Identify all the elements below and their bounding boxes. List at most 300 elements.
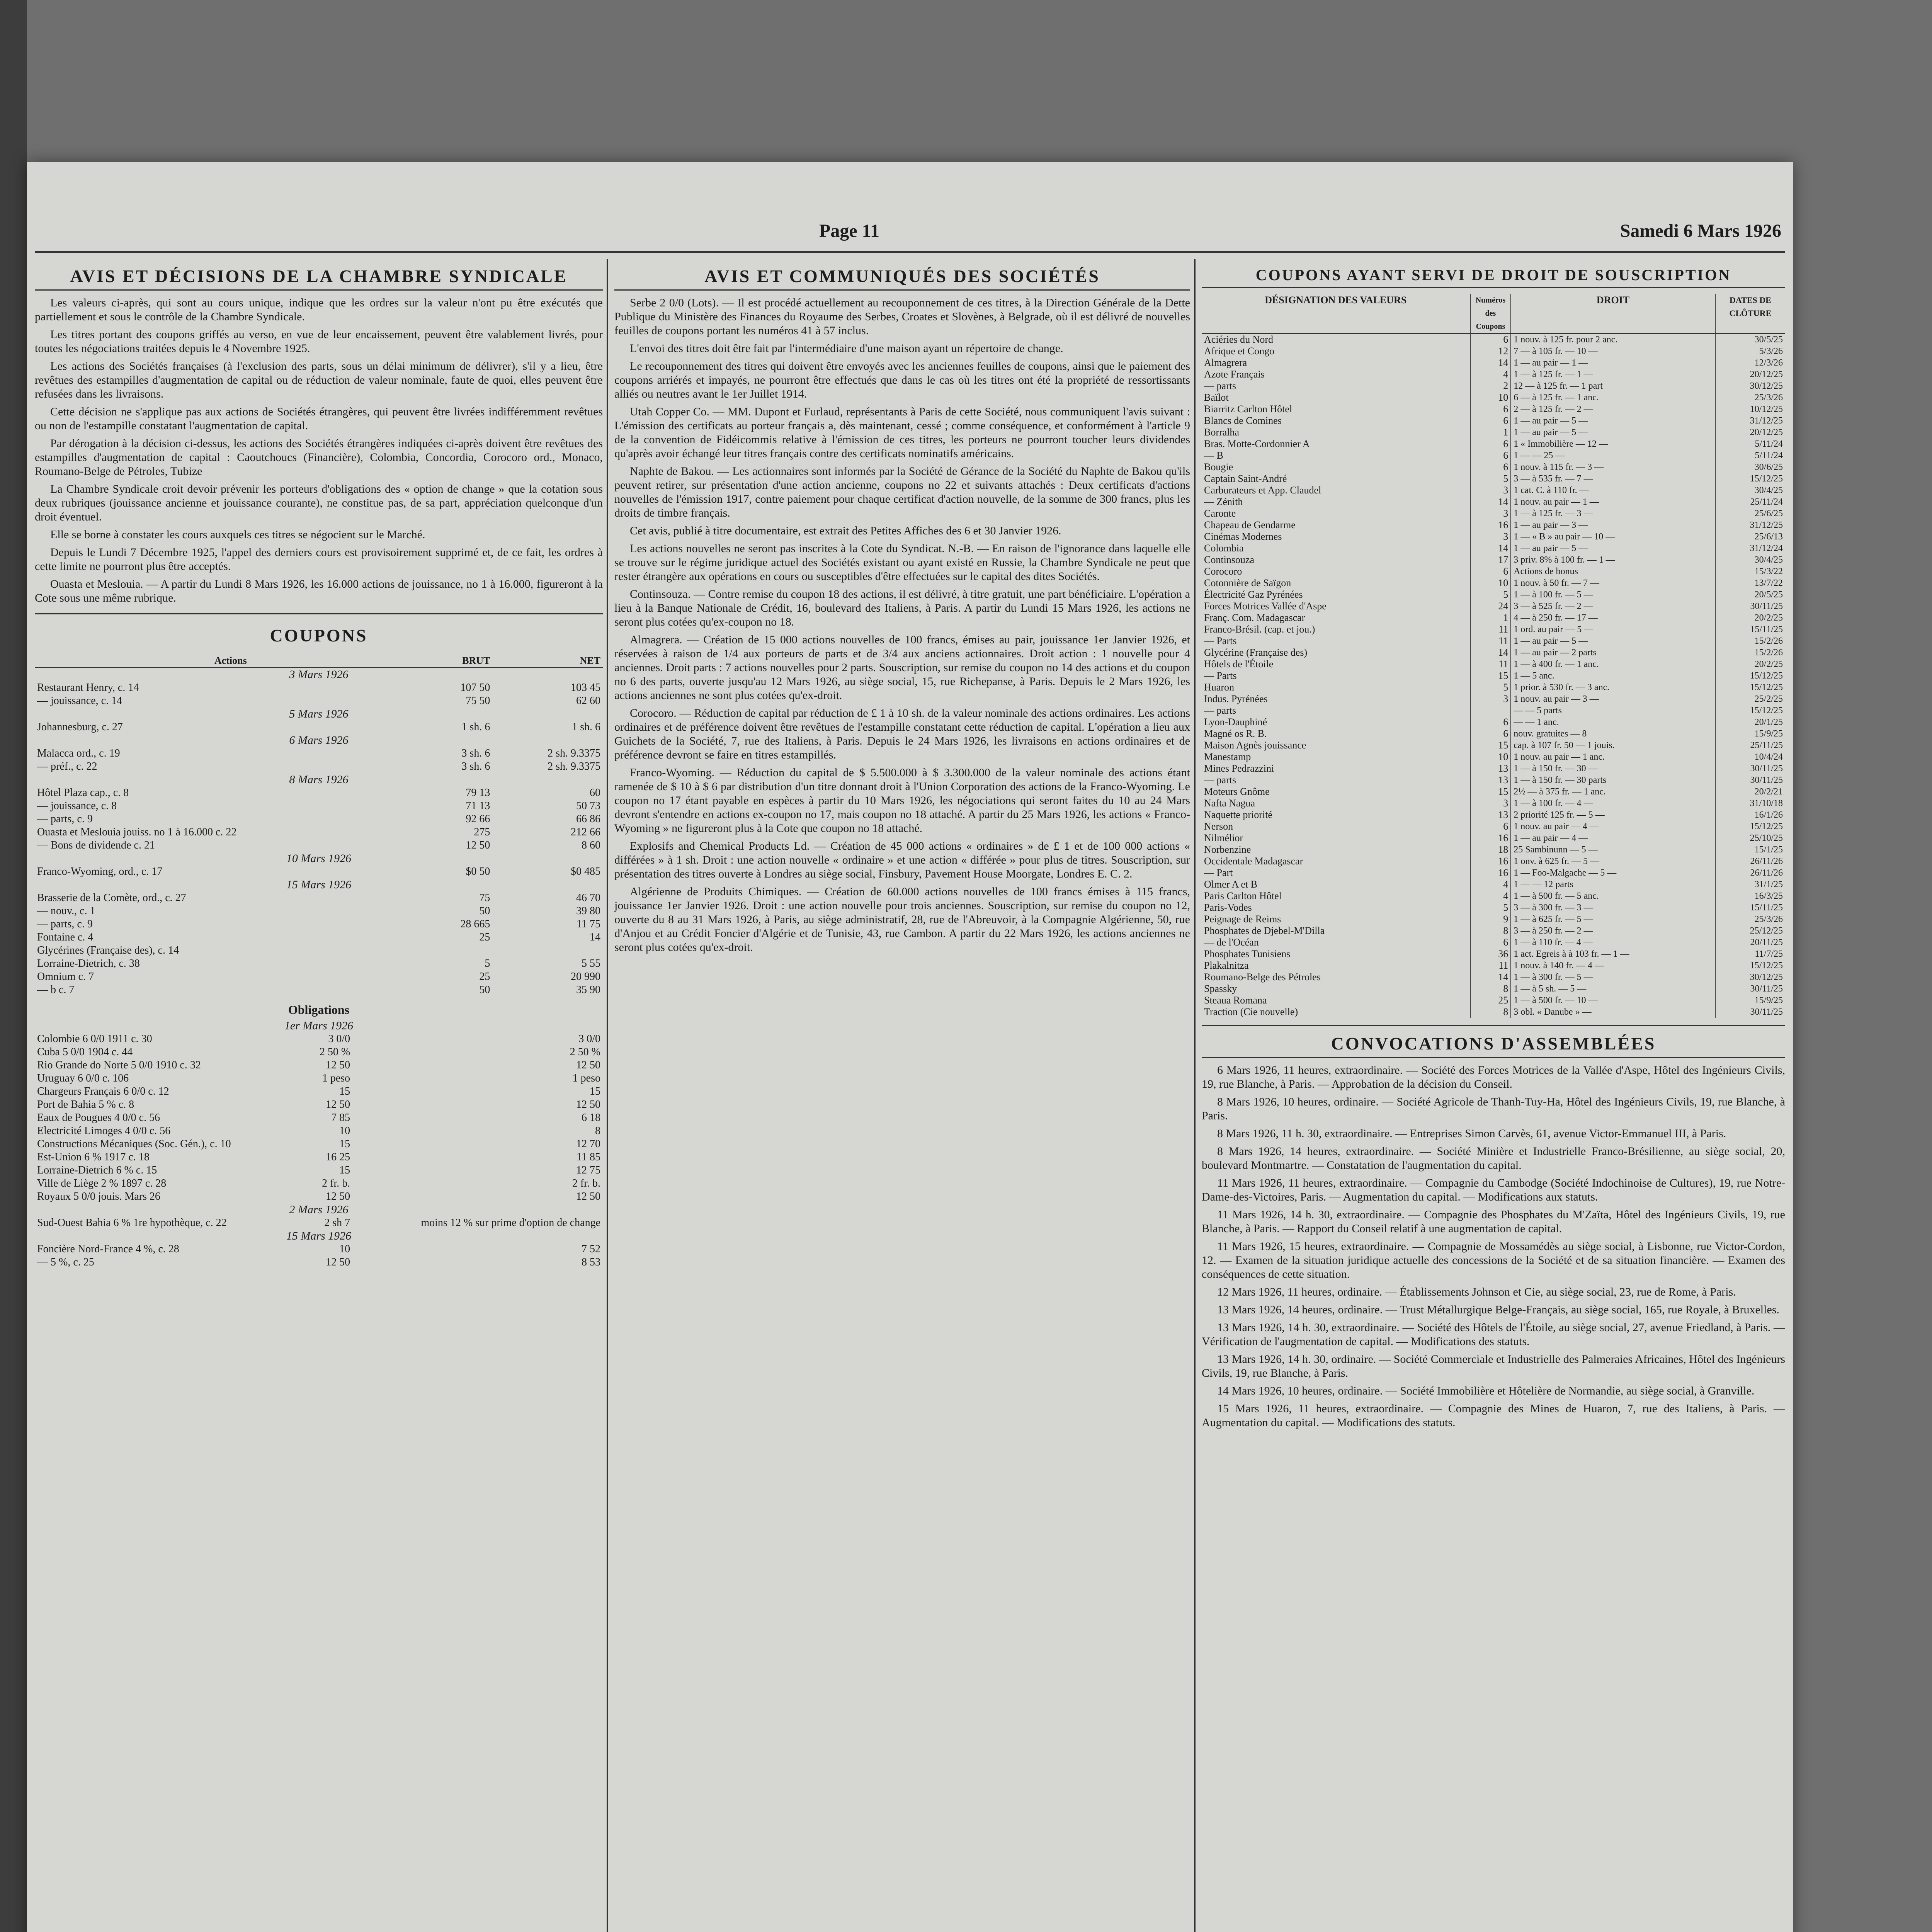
coupon-net: 3 0/0 [578, 1033, 600, 1045]
souscription-num: 10 [1470, 577, 1511, 589]
souscription-name: Paris-Vodes [1204, 902, 1252, 913]
souscription-num: 13 [1470, 763, 1511, 774]
souscription-date: 31/12/25 [1715, 519, 1785, 531]
souscription-date: 25/2/25 [1715, 693, 1785, 705]
coupons-oblig-table [35, 1019, 603, 1269]
souscription-num: 3 [1470, 693, 1511, 705]
souscription-row [1202, 705, 1785, 716]
souscription-row [1202, 913, 1785, 925]
col-divider-2 [1194, 259, 1196, 1932]
souscription-num: 6 [1470, 566, 1511, 577]
coupon-name: Foncière Nord-France 4 %, c. 28 [37, 1243, 179, 1255]
souscription-name: Corocoro [1204, 566, 1242, 577]
coupon-net: 212 66 [571, 826, 600, 838]
souscription-row [1202, 450, 1785, 461]
col-net: NET [492, 654, 603, 668]
souscription-name: Almagrera [1204, 357, 1247, 368]
coupon-name: — parts, c. 9 [37, 813, 93, 825]
coupon-date-row [35, 668, 603, 681]
coupon-row [35, 957, 603, 970]
coupon-net: 12 50 [576, 1099, 600, 1111]
coupon-row [35, 786, 603, 799]
souscription-date: 20/11/25 [1715, 937, 1785, 948]
souscription-row [1202, 798, 1785, 809]
souscription-droit: 1 — à 400 fr. — 1 anc. [1511, 658, 1715, 670]
souscription-row [1202, 809, 1785, 821]
souscription-name: Franco-Brésil. (cap. et jou.) [1204, 624, 1315, 635]
coupon-brut: 3 sh. 6 [461, 760, 490, 772]
souscription-droit: 1 nouv. à 50 fr. — 7 — [1511, 577, 1715, 589]
souscription-droit: 1 act. Egreis à à 103 fr. — 1 — [1511, 948, 1715, 960]
souscription-name: Maison Agnès jouissance [1204, 740, 1306, 751]
coupon-date-row [35, 1230, 603, 1243]
souscription-date: 5/11/24 [1715, 450, 1785, 461]
societe-notice: Les actions nouvelles ne seront pas inscrites à la Cote du Syndicat. N.-B. — En raison de l'ignorance dans laquelle elle se trouve sur le régime juridique actuel des Sociétés existant ou ayant existé en Russie, la Chambre Syndicale ne peut que rester étrangère aux opérations en cours ou susceptibles d'être effectuées sur le capital des dites Sociétés. [614, 542, 1190, 583]
souscription-droit: 1 — — 25 — [1511, 450, 1715, 461]
coupon-brut: 275 [474, 826, 490, 838]
souscription-date: 25/11/25 [1715, 740, 1785, 751]
coupon-brut: 1 peso [322, 1072, 350, 1084]
coupon-name: Glycérines (Française des), c. 14 [37, 944, 179, 956]
avis-paragraph: Depuis le Lundi 7 Décembre 1925, l'appel des derniers cours est provisoirement supprimé et, de ce fait, les ordres à cette limite ne pourront plus être acceptés. [35, 546, 603, 573]
souscription-name: Aciéries du Nord [1204, 334, 1274, 345]
coupon-net: 5 55 [582, 957, 600, 969]
coupon-brut [427, 944, 493, 957]
souscription-num: 6 [1470, 716, 1511, 728]
societe-notice: Utah Copper Co. — MM. Dupont et Furlaud, représentants à Paris de cette Société, nous communiquent l'avis suivant : L'émission des certificats au porteur français a, dès maintenant, cessé ; comme conséquence, et conformément à l'article 9 de la convention de Fidéicommis relative à l'émission de ces titres, les porteurs ne pourront toucher leurs dividendes qu'après avoir échangé leur titres français contre des certificats nominatifs américains. [614, 405, 1190, 460]
souscription-num: 3 [1470, 508, 1511, 519]
coupons-section: Actions [35, 654, 427, 668]
coupon-net: 12 75 [576, 1164, 600, 1176]
coupon-net: 46 70 [576, 892, 600, 904]
avis-chambre-title: AVIS ET DÉCISIONS DE LA CHAMBRE SYNDICALE [35, 263, 603, 291]
coupon-net: 2 sh. 9.3375 [548, 760, 600, 772]
coupon-brut: 2 fr. b. [322, 1177, 350, 1189]
souscription-date: 20/12/25 [1715, 369, 1785, 380]
souscription-name: — Parts [1204, 670, 1237, 681]
coupon-brut: 71 13 [466, 800, 490, 812]
coupon-name: Hôtel Plaza cap., c. 8 [37, 787, 129, 799]
souscription-droit: 1 — à 625 fr. — 5 — [1511, 913, 1715, 925]
souscription-droit: — — 5 parts [1511, 705, 1715, 716]
binding-margin [0, 0, 27, 1932]
souscription-name: Bougie [1204, 461, 1233, 473]
souscription-num: 9 [1470, 913, 1511, 925]
coupon-date: 15 Mars 1926 [286, 878, 352, 891]
societe-notice: Naphte de Bakou. — Les actionnaires sont informés par la Société de Gérance de la Société du Naphte de Bakou qu'ils peuvent retirer, sur présentation d'une action ancienne, coupons no 22 et suivants attachés : Deux certificats d'actions nouvelles de l'émission 1917, contre paiement pour chaque certificat d'action nouvelle, de la somme de 300 francs, plus les droits de timbre français. [614, 465, 1190, 519]
souscription-name: Baïlot [1204, 392, 1229, 403]
souscription-droit: 1 — à 150 fr. — 30 — [1511, 763, 1715, 774]
souscription-droit: 1 nouv. au pair — 1 — [1511, 496, 1715, 508]
souscription-row [1202, 902, 1785, 913]
souscription-name: Forces Motrices Vallée d'Aspe [1204, 600, 1327, 612]
souscription-row [1202, 971, 1785, 983]
souscription-name: Moteurs Gnôme [1204, 786, 1270, 797]
coupon-name: Cuba 5 0/0 1904 c. 44 [37, 1046, 133, 1058]
convocation-item: 8 Mars 1926, 11 h. 30, extraordinaire. — Entreprises Simon Carvès, 61, avenue Victor-Emmanuel III, à Paris. [1217, 1127, 1726, 1140]
newspaper-page [27, 162, 1793, 1932]
coupon-date: 2 Mars 1926 [289, 1203, 349, 1216]
coupon-net: 103 45 [571, 682, 600, 694]
souscription-droit: Actions de bonus [1511, 566, 1715, 577]
societe-notice: Continsouza. — Contre remise du coupon 18 des actions, il est délivré, à titre gratuit, une part bénéficiaire. L'opération a lieu à la Banque Nationale de Crédit, 16, boulevard des Italiens, à Paris. A partir du Lundi 15 Mars 1926, les actions ne seront plus cotées qu'ex-coupon no 18. [614, 588, 1190, 628]
avis-paragraph: Les actions des Sociétés françaises (à l'exclusion des parts, sous un délai minimum de délivrer), s'il y a lieu, être revêtues des estampilles d'augmentation de capital ou de réduction de valeur nominale, faute de quoi, elles peuvent être refusées dans les livraisons. [35, 360, 603, 400]
souscription-num: 1 [1470, 427, 1511, 438]
souscription-name: — B [1204, 450, 1223, 461]
coupon-brut: 12 50 [466, 839, 490, 851]
coupon-name: — parts, c. 9 [37, 918, 93, 930]
coupon-net [492, 944, 603, 957]
avis-paragraph: Les valeurs ci-après, qui sont au cours unique, indique que les ordres sur la valeur n'ont pu être exécutés que partiellement et sous le contrôle de la Chambre Syndicale. [35, 296, 603, 323]
souscription-droit: 1 — à 300 fr. — 5 — [1511, 971, 1715, 983]
coupon-name: Lorraine-Dietrich 6 % c. 15 [37, 1164, 157, 1176]
coupon-row [35, 905, 603, 918]
souscription-date: 15/9/25 [1715, 728, 1785, 740]
coupon-date: 3 Mars 1926 [289, 668, 349, 681]
souscription-num: 6 [1470, 450, 1511, 461]
souscription-date: 15/3/22 [1715, 566, 1785, 577]
coupon-net: 8 53 [582, 1256, 600, 1268]
coupon-net: 8 [595, 1125, 600, 1137]
coupon-row [35, 747, 603, 760]
souscription-name: — Parts [1204, 635, 1237, 646]
souscription-num: 4 [1470, 369, 1511, 380]
col-droit: DROIT [1511, 294, 1715, 333]
souscription-row [1202, 345, 1785, 357]
coupon-name: Restaurant Henry, c. 14 [37, 682, 139, 694]
convocation-item: 6 Mars 1926, 11 heures, extraordinaire. — Société des Forces Motrices de la Vallée d'Aspe, Hôtel des Ingénieurs Civils, 19, rue Blanche, à Paris. — Approbation de la décision du Conseil. [1202, 1064, 1785, 1090]
souscription-row [1202, 508, 1785, 519]
societe-notice: Cet avis, publié à titre documentaire, est extrait des Petites Affiches des 6 et 30 Janvier 1926. [630, 524, 1061, 537]
convocation-item: 14 Mars 1926, 10 heures, ordinaire. — Société Immobilière et Hôtelière de Normandie, au siège social, à Granville. [1217, 1384, 1755, 1397]
coupon-date-row [35, 734, 603, 747]
avis-societes-title: AVIS ET COMMUNIQUÉS DES SOCIÉTÉS [614, 263, 1190, 291]
coupon-net: 1 peso [572, 1072, 600, 1084]
souscription-num: 4 [1470, 890, 1511, 902]
souscription-date: 20/2/25 [1715, 658, 1785, 670]
souscription-row [1202, 333, 1785, 345]
souscription-date: 31/1/25 [1715, 879, 1785, 890]
souscription-num: 11 [1470, 960, 1511, 971]
souscription-num: 13 [1470, 774, 1511, 786]
souscription-droit: 2½ — à 375 fr. — 1 anc. [1511, 786, 1715, 798]
souscription-droit: nouv. gratuites — 8 [1511, 728, 1715, 740]
souscription-name: Traction (Cie nouvelle) [1204, 1006, 1298, 1017]
souscription-name: Captain Saint-André [1204, 473, 1287, 484]
souscription-row [1202, 890, 1785, 902]
societe-notice: Explosifs and Chemical Products Ld. — Création de 45 000 actions « ordinaires » de £ 1 et de 100 000 actions « différées » à 1 sh. Droit : une action nouvelle « ordinaire » et une action « différée » pour plus de titres. Souscription, sur présentation des titres ouverte à Londres au siège social, Finsbury, Pavement House Moorgate, Londres E. C. 2. [614, 840, 1190, 880]
coupon-name: Electricité Limoges 4 0/0 c. 56 [37, 1125, 171, 1137]
souscription-num: 6 [1470, 333, 1511, 345]
souscription-date: 26/11/26 [1715, 855, 1785, 867]
souscription-name: — de l'Océan [1204, 937, 1259, 948]
souscription-date: 12/3/26 [1715, 357, 1785, 369]
souscription-date: 5/3/26 [1715, 345, 1785, 357]
coupon-net: 15 [590, 1085, 600, 1097]
souscription-row [1202, 380, 1785, 392]
souscription-row [1202, 728, 1785, 740]
coupons-title: COUPONS [270, 626, 368, 645]
souscription-name: Spassky [1204, 983, 1237, 994]
souscription-num: 3 [1470, 485, 1511, 496]
coupon-name: Eaux de Pougues 4 0/0 c. 56 [37, 1112, 160, 1124]
coupon-brut: 10 [339, 1125, 350, 1137]
coupon-date-row [35, 1019, 603, 1032]
souscription-droit: 1 — au pair — 1 — [1511, 357, 1715, 369]
coupon-net: 12 70 [576, 1138, 600, 1150]
coupon-oblig-row [35, 1032, 603, 1046]
coupon-row [35, 799, 603, 813]
souscription-row [1202, 960, 1785, 971]
convocation-item: 12 Mars 1926, 11 heures, ordinaire. — Établissements Johnson et Cie, au siège social, 23, rue de Rome, à Paris. [1217, 1286, 1736, 1298]
souscription-name: Phosphates Tunisiens [1204, 948, 1291, 959]
page-date: Samedi 6 Mars 1926 [1620, 221, 1781, 241]
coupon-net: $0 485 [571, 866, 600, 878]
coupon-date-row [35, 878, 603, 891]
souscription-num: 25 [1470, 995, 1511, 1006]
coupon-date: 1er Mars 1926 [284, 1019, 354, 1032]
coupon-date: 10 Mars 1926 [286, 852, 352, 865]
souscription-num: 14 [1470, 543, 1511, 554]
coupon-name: Fontaine c. 4 [37, 931, 94, 943]
coupon-row [35, 918, 603, 931]
souscription-row [1202, 925, 1785, 937]
souscription-name: Peignage de Reims [1204, 913, 1281, 925]
souscription-num: 10 [1470, 392, 1511, 403]
souscription-name: Cinémas Modernes [1204, 531, 1282, 542]
coupon-oblig-row [35, 1072, 603, 1085]
coupon-brut: 15 [339, 1164, 350, 1176]
coupon-row [35, 694, 603, 707]
avis-paragraph: Par dérogation à la décision ci-dessus, les actions des Sociétés étrangères indiquées ci-après doivent être revêtues des estampilles d'augmentation de capital : Caoutchoucs (Financière), Colombia, Concordia, Corocoro ord., Monaco, Roumano-Belge de Pétroles, Tubize [35, 437, 603, 478]
souscription-droit: 3 — à 300 fr. — 3 — [1511, 902, 1715, 913]
souscription-num: 6 [1470, 461, 1511, 473]
coupon-row [35, 760, 603, 773]
souscription-date: 31/12/24 [1715, 543, 1785, 554]
souscription-num: 11 [1470, 624, 1511, 635]
souscription-name: Blancs de Comines [1204, 415, 1282, 426]
souscription-name: Roumano-Belge des Pétroles [1204, 971, 1321, 983]
souscription-row [1202, 427, 1785, 438]
coupon-name: Ouasta et Meslouia jouiss. no 1 à 16.000 c. 22 [37, 826, 237, 838]
souscription-row [1202, 995, 1785, 1006]
souscription-date: 15/11/25 [1715, 624, 1785, 635]
souscription-droit: 1 — à 100 fr. — 5 — [1511, 589, 1715, 600]
souscription-droit: 1 nouv. à 115 fr. — 3 — [1511, 461, 1715, 473]
convocation-item: 13 Mars 1926, 14 h. 30, extraordinaire. — Société des Hôtels de l'Étoile, au siège social, 27, avenue Friedland, à Paris. — Vérification de l'augmentation de capital. — Modifications des statuts. [1202, 1321, 1785, 1348]
souscription-row [1202, 461, 1785, 473]
souscription-date: 16/1/26 [1715, 809, 1785, 821]
coupon-name: Est-Union 6 % 1917 c. 18 [37, 1151, 150, 1163]
souscription-row [1202, 357, 1785, 369]
souscription-num: 11 [1470, 658, 1511, 670]
souscription-name: Nilmélior [1204, 832, 1243, 844]
souscription-name: Bras. Motte-Cordonnier A [1204, 438, 1310, 449]
souscription-droit: 1 — au pair — 2 parts [1511, 647, 1715, 658]
coupon-net: 7 52 [582, 1243, 600, 1255]
souscription-droit: 1 nouv. au pair — 4 — [1511, 821, 1715, 832]
souscription-row [1202, 531, 1785, 543]
coupon-brut: 12 50 [326, 1190, 350, 1202]
coupon-brut: 75 [479, 892, 490, 904]
souscription-row [1202, 763, 1785, 774]
coupon-row [35, 865, 603, 878]
souscription-row [1202, 473, 1785, 485]
coupon-date: 15 Mars 1926 [286, 1230, 352, 1242]
coupon-date: 8 Mars 1926 [289, 773, 349, 786]
souscription-droit: 1 — à 150 fr. — 30 parts [1511, 774, 1715, 786]
souscription-date: 25/6/13 [1715, 531, 1785, 543]
coupon-name: — 5 %, c. 25 [37, 1256, 94, 1268]
souscription-droit: 1 onv. à 625 fr. — 5 — [1511, 855, 1715, 867]
souscription-date: 30/4/25 [1715, 485, 1785, 496]
souscription-row [1202, 786, 1785, 798]
coupon-oblig-row [35, 1190, 603, 1203]
souscription-num: 16 [1470, 867, 1511, 879]
coupon-name: Brasserie de la Comète, ord., c. 27 [37, 892, 186, 904]
souscription-droit: 1 — Foo-Malgache — 5 — [1511, 867, 1715, 879]
avis-paragraph: Elle se borne à constater les cours auxquels ces titres se négocient sur le Marché. [50, 528, 425, 541]
coupon-brut: 107 50 [460, 682, 490, 694]
souscription-num: 6 [1470, 728, 1511, 740]
header-rule [35, 251, 1785, 253]
coupon-oblig-row [35, 1164, 603, 1177]
souscription-name: Borralha [1204, 427, 1239, 438]
avis-paragraph: La Chambre Syndicale croit devoir prévenir les porteurs d'obligations des « option de change » que la cotation sous deux rubriques (jouissance ancienne et jouissance courante), ne constitue pas, de sa part, appréciation quelconque d'un droit éventuel. [35, 483, 603, 523]
souscription-date: 30/12/25 [1715, 380, 1785, 392]
souscription-row [1202, 600, 1785, 612]
souscription-droit: 1 nouv. au pair — 1 anc. [1511, 751, 1715, 763]
souscription-row [1202, 438, 1785, 450]
coupon-brut: 12 50 [326, 1256, 350, 1268]
coupon-net: 50 73 [576, 800, 600, 812]
souscription-num: 10 [1470, 751, 1511, 763]
souscription-droit: 3 — à 525 fr. — 2 — [1511, 600, 1715, 612]
coupon-brut: 3 0/0 [328, 1033, 350, 1045]
souscription-row [1202, 403, 1785, 415]
souscription-row [1202, 369, 1785, 380]
coupon-brut: 5 [485, 957, 490, 969]
souscription-name: Colombia [1204, 543, 1244, 554]
souscription-name: Électricité Gaz Pyrénées [1204, 589, 1303, 600]
souscription-date: 30/11/25 [1715, 983, 1785, 995]
coupon-brut: 15 [339, 1138, 350, 1150]
souscription-row [1202, 543, 1785, 554]
souscription-name: Occidentale Madagascar [1204, 855, 1303, 867]
souscription-name: Huaron [1204, 682, 1234, 693]
coupon-date-row [35, 1203, 603, 1216]
souscription-droit: 1 — au pair — 5 — [1511, 427, 1715, 438]
souscription-droit: 1 « Immobilière — 12 — [1511, 438, 1715, 450]
souscription-name: Azote Français [1204, 369, 1265, 380]
souscription-num: 14 [1470, 971, 1511, 983]
souscription-droit: 1 prior. à 530 fr. — 3 anc. [1511, 682, 1715, 693]
convocation-item: 15 Mars 1926, 11 heures, extraordinaire. — Compagnie des Mines de Huaron, 7, rue des Italiens, à Paris. — Augmentation du capital. — Modifications des statuts. [1202, 1402, 1785, 1429]
coupon-name: Ville de Liège 2 % 1897 c. 28 [37, 1177, 167, 1189]
coupon-row [35, 721, 603, 734]
souscription-date: 25/11/24 [1715, 496, 1785, 508]
souscription-num: 3 [1470, 798, 1511, 809]
souscription-date: 15/9/25 [1715, 995, 1785, 1006]
col-designation: DÉSIGNATION DES VALEURS [1202, 294, 1470, 333]
coupon-net: 2 fr. b. [572, 1177, 600, 1189]
divider [1202, 1025, 1785, 1026]
coupon-net: 12 50 [576, 1190, 600, 1202]
souscription-date: 15/12/25 [1715, 473, 1785, 485]
souscription-date: 31/10/18 [1715, 798, 1785, 809]
souscription-name: — Part [1204, 867, 1233, 878]
souscription-row [1202, 716, 1785, 728]
column-souscription-convocations [1202, 263, 1785, 1932]
souscription-date: 30/11/25 [1715, 600, 1785, 612]
convocation-item: 13 Mars 1926, 14 heures, ordinaire. — Trust Métallurgique Belge-Français, au siège social, 165, rue Royale, à Bruxelles. [1217, 1303, 1779, 1316]
coupon-net: 39 80 [576, 905, 600, 917]
souscription-droit: 4 — à 250 fr. — 17 — [1511, 612, 1715, 624]
souscription-droit: 1 — à 500 fr. — 5 anc. [1511, 890, 1715, 902]
societe-notice: Corocoro. — Réduction de capital par réduction de £ 1 à 10 sh. de la valeur nominale des actions ordinaires. Les actions ordinaires et de préférence doivent être revêtues de l'estampille constatant cette réduction de capital. L'opération a lieu aux Guichets de la Société, 7, rue des Italiens, à Paris. Depuis le 24 Mars 1926, les livraisons en actions ordinaires et de préférence devront se faire en titres estampillés. [614, 707, 1190, 761]
souscription-name: Plakalnitza [1204, 960, 1249, 971]
souscription-num: 14 [1470, 357, 1511, 369]
divider [35, 613, 603, 614]
souscription-date: 16/3/25 [1715, 890, 1785, 902]
souscription-num: 5 [1470, 589, 1511, 600]
souscription-date: 15/2/26 [1715, 647, 1785, 658]
convocation-item: 11 Mars 1926, 15 heures, extraordinaire. — Compagnie de Mossamédès au siège social, à Lisbonne, rue Victor-Cordon, 12. — Examen de la situation juridique actuelle des concessions de la Société et de sa situation financière. — Examen des conséquences de cette situation. [1202, 1240, 1785, 1281]
souscription-row [1202, 566, 1785, 577]
souscription-droit: cap. à 107 fr. 50 — 1 jouis. [1511, 740, 1715, 751]
souscription-num: 16 [1470, 832, 1511, 844]
souscription-num: 6 [1470, 403, 1511, 415]
souscription-row [1202, 392, 1785, 403]
coupon-brut: 28 665 [460, 918, 490, 930]
souscription-droit: 1 ord. au pair — 5 — [1511, 624, 1715, 635]
souscription-name: Cotonnière de Saïgon [1204, 577, 1291, 588]
souscription-date: 30/11/25 [1715, 774, 1785, 786]
coupon-brut: 12 50 [326, 1059, 350, 1071]
souscription-droit: 3 priv. 8% à 100 fr. — 1 — [1511, 554, 1715, 566]
souscription-date: 20/12/25 [1715, 427, 1785, 438]
coupon-oblig-row [35, 1256, 603, 1269]
coupon-name: — b c. 7 [37, 984, 75, 996]
coupon-row [35, 826, 603, 839]
souscription-droit: 3 — à 250 fr. — 2 — [1511, 925, 1715, 937]
souscription-name: — parts [1204, 705, 1236, 716]
souscription-date: 20/2/21 [1715, 786, 1785, 798]
souscription-date: 25/6/25 [1715, 508, 1785, 519]
coupon-oblig-row [35, 1059, 603, 1072]
souscription-droit: 1 — au pair — 5 — [1511, 635, 1715, 647]
coupon-oblig-row [35, 1243, 603, 1256]
col-divider-1 [607, 259, 608, 1932]
souscription-droit: 12 — à 125 fr. — 1 part [1511, 380, 1715, 392]
souscription-date: 20/2/25 [1715, 612, 1785, 624]
souscription-date: 10/12/25 [1715, 403, 1785, 415]
coupon-brut: 7 85 [331, 1112, 350, 1124]
coupon-brut: 50 [479, 984, 490, 996]
souscription-num: 15 [1470, 786, 1511, 798]
coupon-name: Omnium c. 7 [37, 971, 94, 983]
souscription-date: 5/11/24 [1715, 438, 1785, 450]
coupons-souscription-table [1202, 294, 1785, 1018]
souscription-name: — Zénith [1204, 496, 1243, 507]
souscription-num: 16 [1470, 855, 1511, 867]
souscription-date: 15/12/25 [1715, 821, 1785, 832]
souscription-droit: 1 — au pair — 5 — [1511, 415, 1715, 427]
souscription-num: 4 [1470, 879, 1511, 890]
souscription-droit: 1 — à 125 fr. — 3 — [1511, 508, 1715, 519]
souscription-row [1202, 740, 1785, 751]
souscription-name: Mines Pedrazzini [1204, 763, 1274, 774]
